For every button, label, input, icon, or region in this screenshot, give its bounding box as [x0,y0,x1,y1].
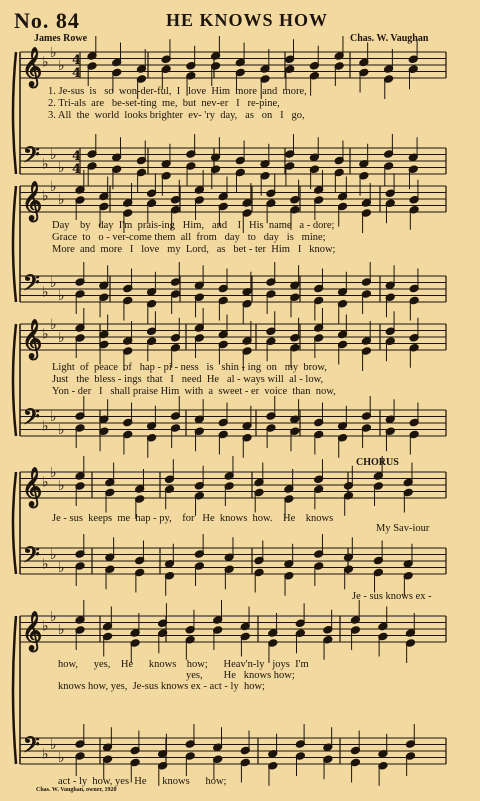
system-brace [13,324,16,436]
verse1-lyric-line2: Day by day I'm prais-ing Him, and I His name a - dore; [52,220,335,231]
time-signature: 4 [72,162,82,177]
chorus-label: CHORUS [356,457,399,468]
verse2-lyric-line2: Grace to o - ver-come them all from day to day is mine; [52,232,326,243]
verse3-lyric-line2: More and more I love my Lord, as bet - ter Him I know; [52,244,336,255]
treble-clef-icon: 𝄞 [22,181,43,221]
system-brace [13,186,16,302]
flat-icon: ♭ [58,160,65,176]
bass-clef-icon: 𝄢 [23,143,40,173]
flat-icon: ♭ [50,317,57,333]
treble-clef-icon: 𝄞 [22,47,43,87]
bass-clef-icon: 𝄢 [23,405,40,435]
flat-icon: ♭ [58,750,65,766]
flat-icon: ♭ [42,284,49,301]
flat-icon: ♭ [58,330,65,346]
verse2-lyric-line1: 2. Tri-als are be-set-ting me, but nev-er I re-pine, [48,98,280,109]
bass-clef-icon: 𝄢 [23,733,40,763]
flat-icon: ♭ [42,418,49,435]
lyricist-credit: James Rowe [34,33,88,44]
flat-icon: ♭ [42,556,49,573]
flat-icon: ♭ [58,422,65,438]
bass-cue-lyric: My Sav-iour [376,523,430,534]
flat-icon: ♭ [58,192,65,208]
bass-lyric-line1: Je - sus knows ex - [352,591,432,602]
treble-clef-icon: 𝄞 [22,467,43,507]
flat-icon: ♭ [58,288,65,304]
flat-icon: ♭ [58,58,65,74]
chorus-lyric-line2: how, yes, He knows how; Heav'n-ly joys I'm [58,659,309,670]
verse1-lyric-line3: Light of peace of hap - pi - ness is shin - ing on my brow, [52,362,327,373]
flat-icon: ♭ [42,188,49,205]
time-signature: 4 [72,53,82,68]
flat-icon: ♭ [58,478,65,494]
time-signature: 4 [72,149,82,164]
chorus-lyric-line1: Je - sus keeps me hap - py, for He knows how. He knows [52,513,334,524]
verse3-lyric-line3: Yon - der I shall praise Him with a sweet - er voice than now, [52,386,336,397]
flat-icon: ♭ [50,609,57,625]
treble-clef-icon: 𝄞 [22,611,43,651]
chorus-lyric-line5: act - ly how, yes He knows how; [58,776,227,787]
flat-icon: ♭ [58,560,65,576]
flat-icon: ♭ [50,465,57,481]
time-signature: 4 [72,66,82,81]
flat-icon: ♭ [42,326,49,343]
flat-icon: ♭ [42,746,49,763]
system-brace [13,472,16,574]
chorus-lyric-line3: yes, He knows how; [186,670,295,681]
system-brace [13,52,16,174]
flat-icon: ♭ [50,179,57,195]
flat-icon: ♭ [58,622,65,638]
flat-icon: ♭ [42,156,49,173]
composer-credit: Chas. W. Vaughan [350,33,429,44]
verse3-lyric-line1: 3. All the world looks brighter ev- 'ry day, as on I go, [48,110,305,121]
verse2-lyric-line3: Just the bless - ings that I need He al - ways will al - low, [52,374,324,385]
hymn-number: No. 84 [14,8,80,33]
bass-clef-icon: 𝄢 [23,271,40,301]
treble-clef-icon: 𝄞 [22,319,43,359]
hymn-title: HE KNOWS HOW [166,10,329,30]
flat-icon: ♭ [50,45,57,61]
system-brace [13,616,16,764]
flat-icon: ♭ [50,409,57,425]
copyright-footer: Chas. W. Vaughan, owner, 1920 [36,787,117,793]
flat-icon: ♭ [42,474,49,491]
verse1-lyric-line1: 1. Je-sus is so won-der-ful, I love Him more and more, [48,86,307,97]
bass-clef-icon: 𝄢 [23,543,40,573]
flat-icon: ♭ [42,54,49,71]
flat-icon: ♭ [50,547,57,563]
chorus-lyric-line4: knows how, yes, Je-sus knows ex - act - ly how; [58,681,265,692]
flat-icon: ♭ [42,618,49,635]
flat-icon: ♭ [50,275,57,291]
flat-icon: ♭ [50,147,57,163]
flat-icon: ♭ [50,737,57,753]
